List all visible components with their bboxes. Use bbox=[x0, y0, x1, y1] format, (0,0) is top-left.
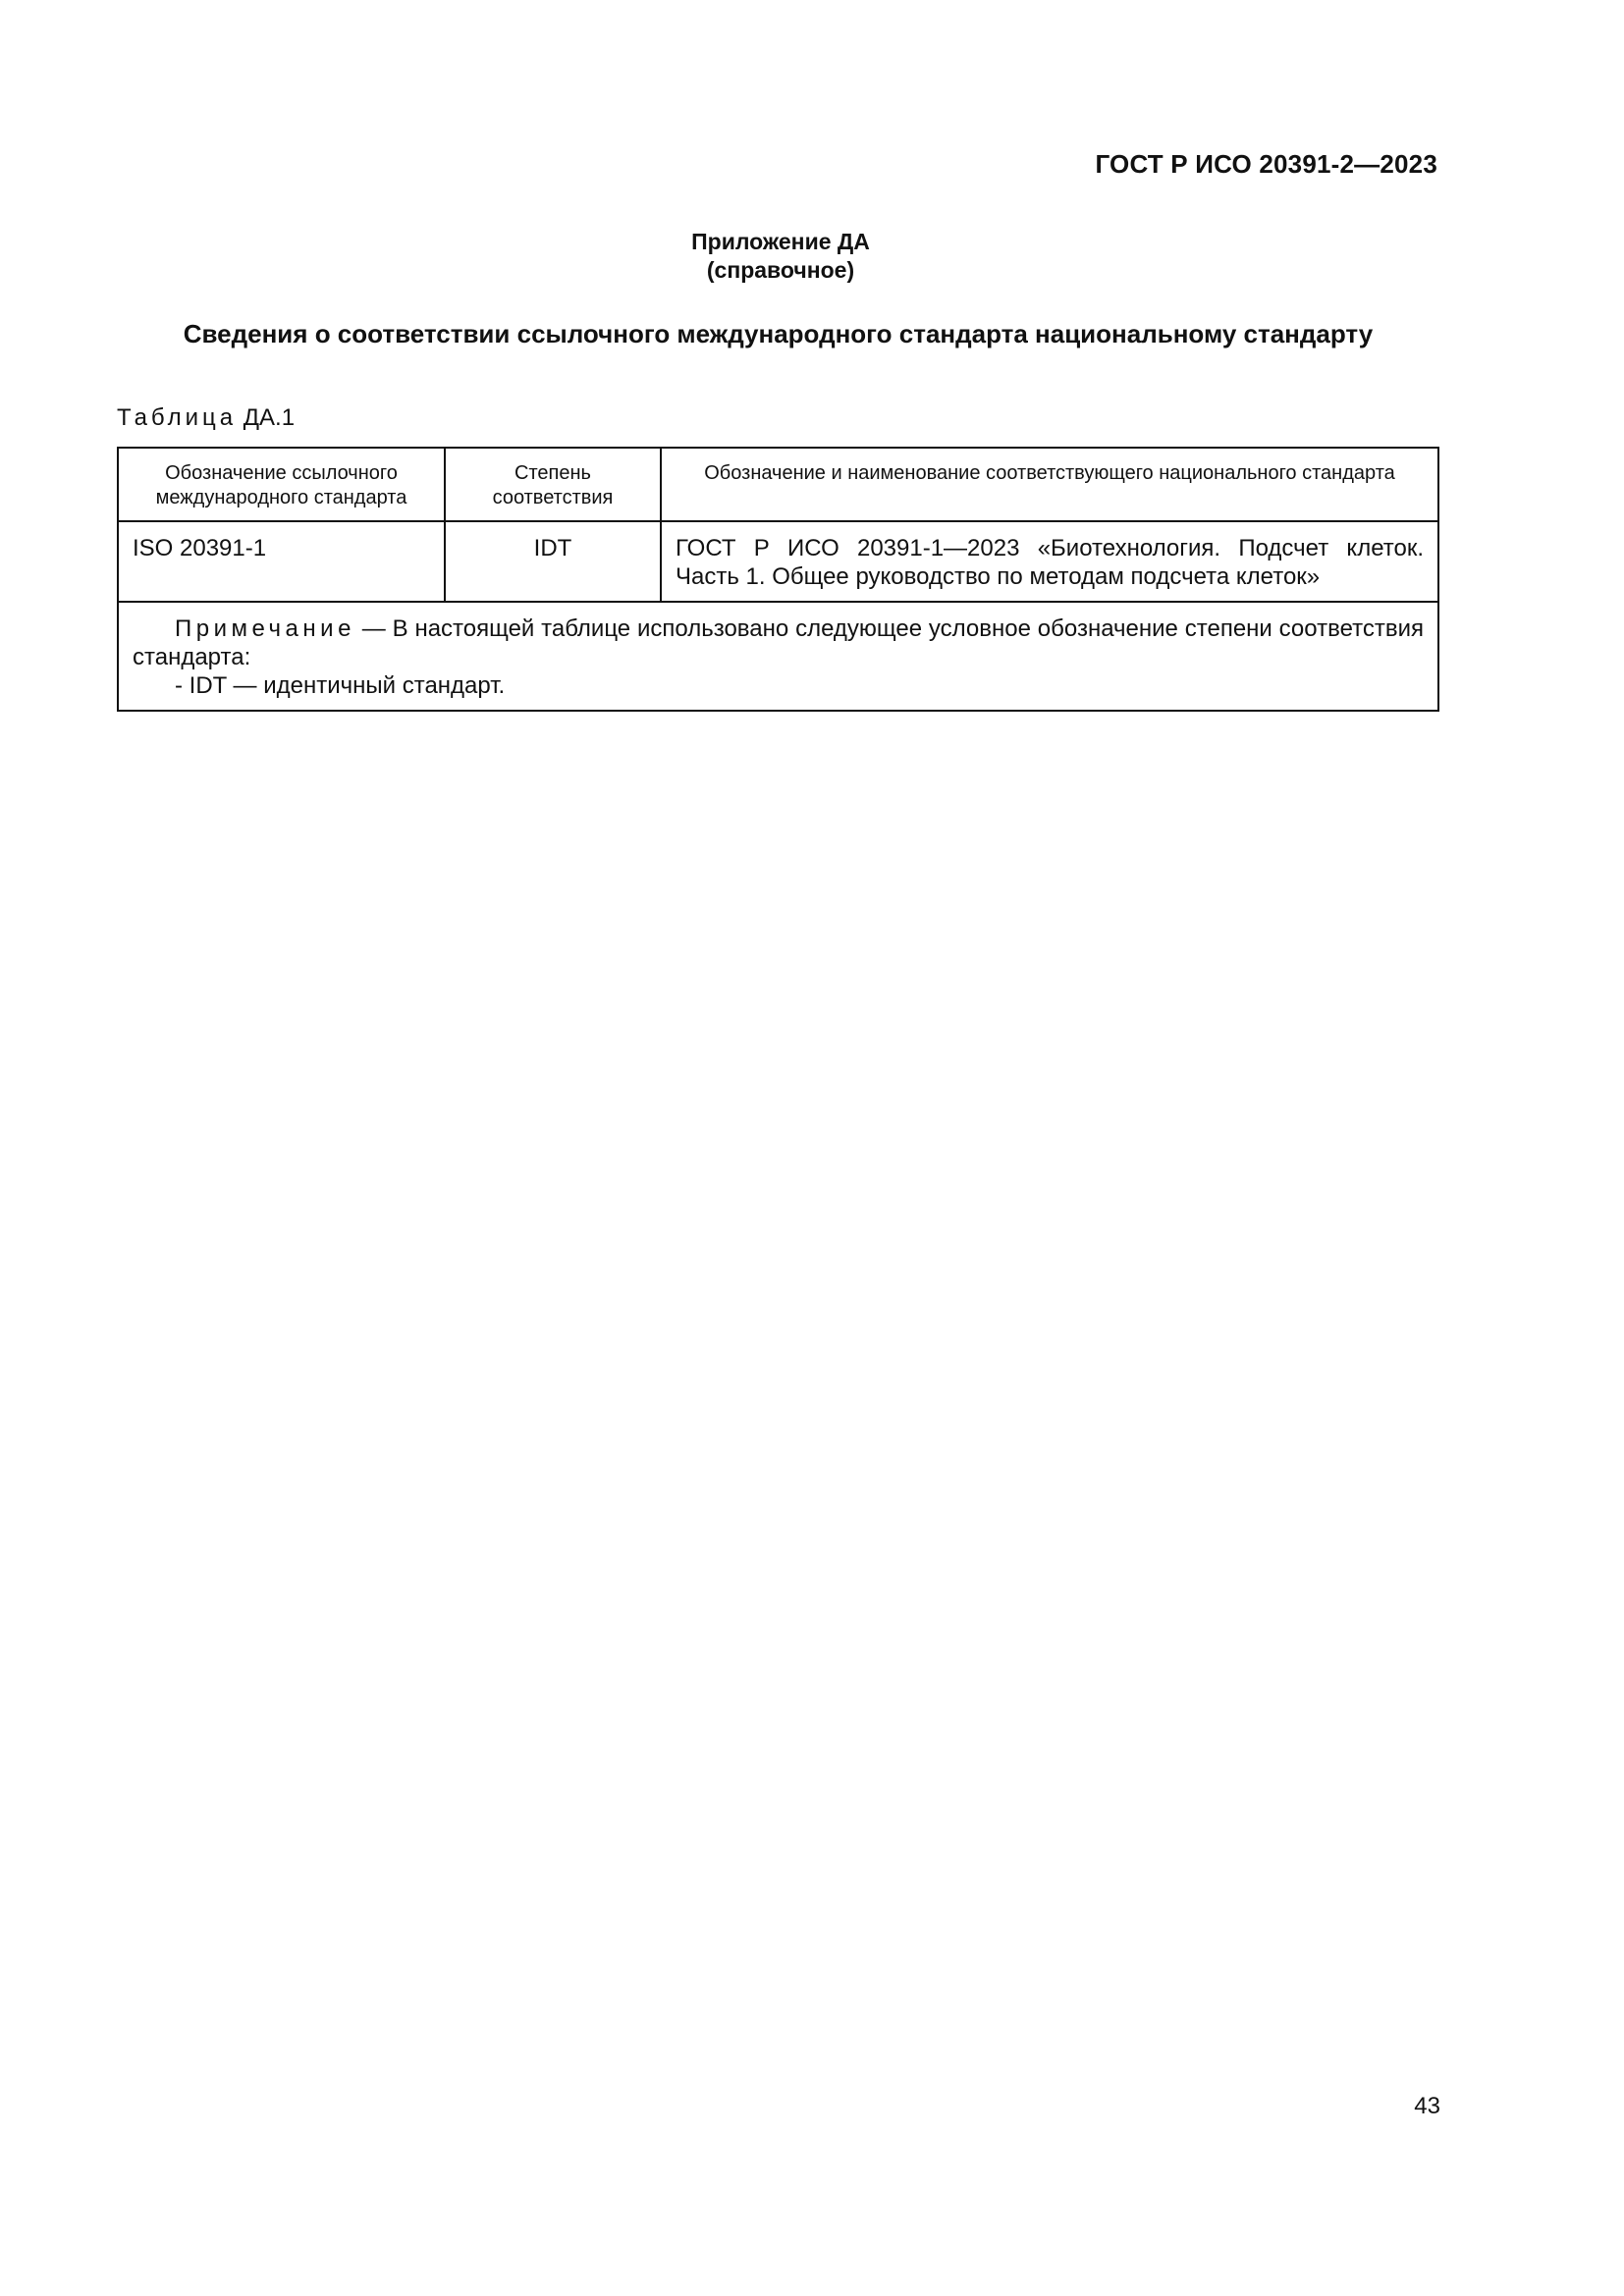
header-international-designation: Обозначение ссылочного международного стандарта bbox=[118, 448, 445, 521]
table-row bbox=[118, 521, 1438, 602]
correspondence-table bbox=[117, 447, 1439, 712]
cell-national-standard bbox=[661, 521, 1438, 602]
note-text bbox=[133, 614, 1424, 671]
table-note bbox=[118, 602, 1438, 711]
national-standard-line-1: ГОСТ Р ИСО 20391-1—2023 «Биотехнология. Подсчет клеток. bbox=[676, 535, 1424, 561]
note-list-item: - IDT — идентичный стандарт. bbox=[175, 672, 506, 699]
note-label: Примечание bbox=[175, 615, 355, 642]
appendix-heading bbox=[0, 228, 1561, 285]
cell-international-designation: ISO 20391-1 bbox=[118, 521, 445, 602]
table-caption-number: ДА.1 bbox=[243, 404, 296, 431]
header-national-standard: Обозначение и наименование соответствующего национального стандарта bbox=[661, 448, 1438, 521]
header-degree-of-correspondence: Степень соответствия bbox=[445, 448, 661, 521]
national-standard-line-2: Часть 1. Общее руководство по методам подсчета клеток» bbox=[676, 563, 1321, 590]
note-body: — В настоящей таблице использовано следующее условное обозначение степени соответствия стандарта: bbox=[133, 615, 1424, 670]
page-number: 43 bbox=[1414, 2093, 1440, 2119]
appendix-title: Приложение ДА bbox=[691, 229, 870, 254]
table-header-row bbox=[118, 448, 1438, 521]
section-title: Сведения о соответствии ссылочного международного стандарта национальному стандарту bbox=[183, 319, 1374, 348]
cell-degree: IDT bbox=[445, 521, 661, 602]
document-code: ГОСТ Р ИСО 20391-2—2023 bbox=[1095, 149, 1437, 179]
table-caption bbox=[117, 404, 295, 432]
appendix-status: (справочное) bbox=[706, 257, 855, 283]
table-note-row bbox=[118, 602, 1438, 711]
table-caption-label: Таблица bbox=[117, 404, 238, 431]
